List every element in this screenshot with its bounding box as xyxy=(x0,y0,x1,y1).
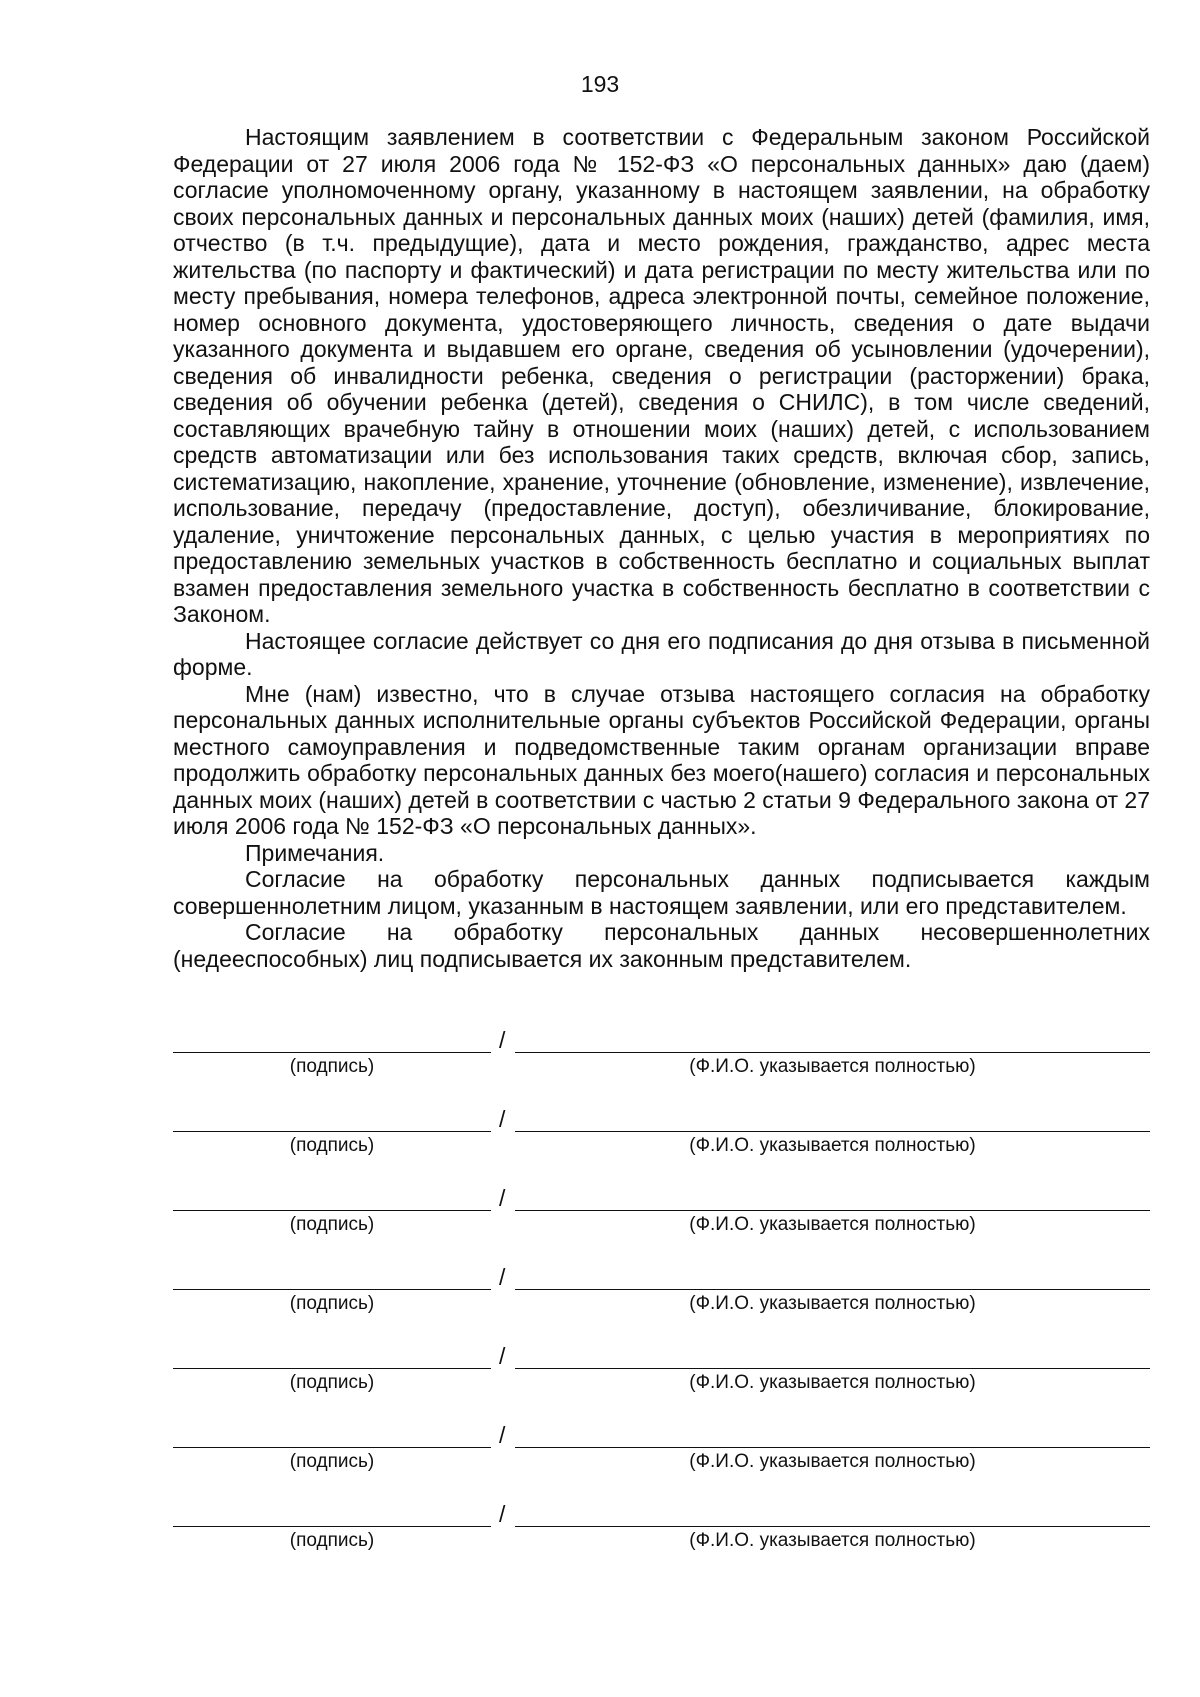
signature-separator: / xyxy=(499,1027,506,1053)
full-name-caption: (Ф.И.О. указывается полностью) xyxy=(689,1530,976,1551)
signature-line[interactable] xyxy=(173,1131,491,1132)
signature-row xyxy=(173,1502,1150,1581)
signature-caption: (подпись) xyxy=(289,1135,375,1156)
signature-caption: (подпись) xyxy=(289,1293,375,1314)
full-name-caption: (Ф.И.О. указывается полностью) xyxy=(689,1214,976,1235)
signature-line[interactable] xyxy=(173,1368,491,1369)
page-number: 193 xyxy=(580,71,620,97)
signature-caption: (подпись) xyxy=(289,1530,375,1551)
signature-separator: / xyxy=(499,1185,506,1211)
signature-line[interactable] xyxy=(173,1526,491,1527)
full-name-line[interactable] xyxy=(515,1447,1150,1448)
signature-row xyxy=(173,1186,1150,1265)
full-name-line[interactable] xyxy=(515,1052,1150,1053)
validity-paragraph: Настоящее согласие действует со дня его подписания до дня отзыва в письменной форме. xyxy=(173,627,1150,680)
signature-row xyxy=(173,1107,1150,1186)
signature-row xyxy=(173,1423,1150,1502)
signature-row xyxy=(173,1344,1150,1423)
signature-separator: / xyxy=(499,1264,506,1290)
signature-caption: (подпись) xyxy=(289,1214,375,1235)
consent-paragraph: Настоящим заявлением в соответствии с Федеральным законом Российской Федерации от 27 июля 2006 года № 152-ФЗ «О персональных данных» даю (даем) согласие уполномоченному органу, указанному в настоящем заявлении, на обработку своих персональных данных и персональных данных моих (наших) детей (фамилия, имя, отчество (в т.ч. предыдущие), дата и место рождения, гражданство, адрес места жительства (по паспорту и фактический) и дата регистрации по месту жительства или по месту пребывания, номера телефонов, адреса электронной почты, семейное положение, номер основного документа, удостоверяющего личность, сведения о дате выдачи указанного документа и выдавшем его органе, сведения об усыновлении (удочерении), сведения об инвалидности ребенка, сведения о регистрации (расторжении) брака, сведения об обучении ребенка (детей), сведения о СНИЛС), в том числе сведений, составляющих врачебную тайну в отношении моих (наших) детей, с использованием средств автоматизации или без использования таких средств, включая сбор, запись, систематизацию, накопление, хранение, уточнение (обновление, изменение), извлечение, использование, передачу (предоставление, доступ), обезличивание, блокирование, удаление, уничтожение персональных данных, с целью участия в мероприятиях по предоставлению земельных участков в собственность бесплатно и социальных выплат взамен предоставления земельного участка в собственность бесплатно в соответствии с Законом. xyxy=(173,124,1150,627)
consent-text xyxy=(173,124,1150,972)
note-adults-paragraph: Согласие на обработку персональных данных подписывается каждым совершеннолетним лицом, указанным в настоящем заявлении, или его представителем. xyxy=(173,866,1150,919)
signature-line[interactable] xyxy=(173,1289,491,1290)
withdrawal-paragraph: Мне (нам) известно, что в случае отзыва настоящего согласия на обработку персональных данных исполнительные органы субъектов Российской Федерации, органы местного самоуправления и подведомственные таким органам организации вправе продолжить обработку персональных данных без моего(нашего) согласия и персональных данных моих (наших) детей в соответствии с частью 2 статьи 9 Федерального закона от 27 июля 2006 года № 152-ФЗ «О персональных данных». xyxy=(173,680,1150,839)
signature-line[interactable] xyxy=(173,1052,491,1053)
signature-row xyxy=(173,1028,1150,1107)
signature-line[interactable] xyxy=(173,1210,491,1211)
note-minors-paragraph: Согласие на обработку персональных данных несовершеннолетних (недееспособных) лиц подписывается их законным представителем. xyxy=(173,919,1150,972)
signature-block xyxy=(173,1028,1150,1581)
full-name-line[interactable] xyxy=(515,1368,1150,1369)
signature-row xyxy=(173,1265,1150,1344)
full-name-line[interactable] xyxy=(515,1210,1150,1211)
full-name-line[interactable] xyxy=(515,1131,1150,1132)
signature-caption: (подпись) xyxy=(289,1372,375,1393)
full-name-line[interactable] xyxy=(515,1289,1150,1290)
signature-separator: / xyxy=(499,1422,506,1448)
signature-separator: / xyxy=(499,1501,506,1527)
full-name-caption: (Ф.И.О. указывается полностью) xyxy=(689,1451,976,1472)
full-name-caption: (Ф.И.О. указывается полностью) xyxy=(689,1293,976,1314)
signature-line[interactable] xyxy=(173,1447,491,1448)
full-name-line[interactable] xyxy=(515,1526,1150,1527)
signature-caption: (подпись) xyxy=(289,1056,375,1077)
signature-separator: / xyxy=(499,1106,506,1132)
full-name-caption: (Ф.И.О. указывается полностью) xyxy=(689,1135,976,1156)
full-name-caption: (Ф.И.О. указывается полностью) xyxy=(689,1056,976,1077)
signature-separator: / xyxy=(499,1343,506,1369)
full-name-caption: (Ф.И.О. указывается полностью) xyxy=(689,1372,976,1393)
notes-heading: Примечания. xyxy=(245,839,385,866)
signature-caption: (подпись) xyxy=(289,1451,375,1472)
